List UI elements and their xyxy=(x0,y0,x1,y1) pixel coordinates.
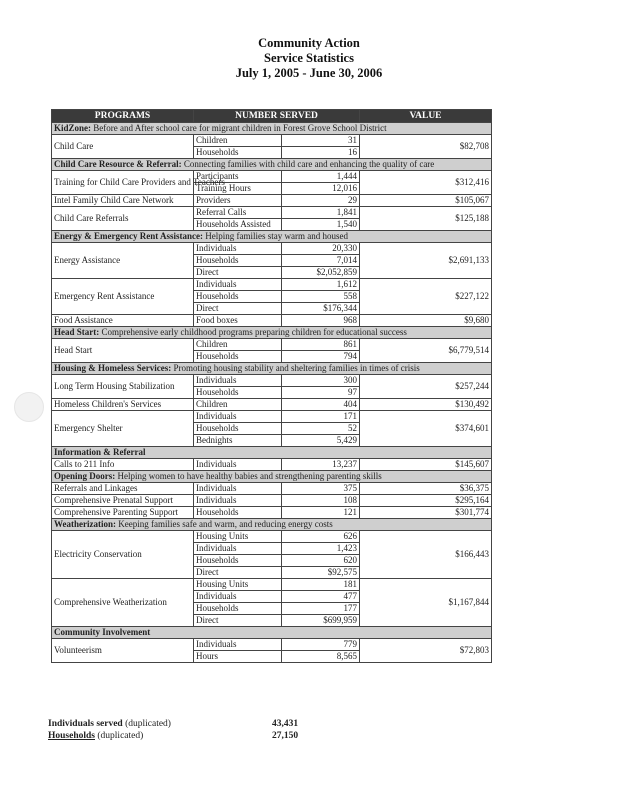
metric-label: Food boxes xyxy=(194,315,282,327)
metric-label: Households xyxy=(194,351,282,363)
households-total-suffix: (duplicated) xyxy=(95,731,144,741)
metric-label: Households Assisted xyxy=(194,219,282,231)
metric-label: Households xyxy=(194,291,282,303)
metric-value: 8,565 xyxy=(282,651,360,663)
program-name: Intel Family Child Care Network xyxy=(52,195,194,207)
households-total-value: 27,150 xyxy=(272,731,299,741)
metric-value: 375 xyxy=(282,483,360,495)
metric-value: 7,014 xyxy=(282,255,360,267)
metric-label: Individuals xyxy=(194,543,282,555)
metric-value: $699,959 xyxy=(282,615,360,627)
households-total-row xyxy=(48,730,368,742)
metric-label: Children xyxy=(194,399,282,411)
metric-label: Households xyxy=(194,603,282,615)
table-row xyxy=(52,495,492,507)
report-period: July 1, 2005 - June 30, 2006 xyxy=(235,66,383,80)
metric-value: 97 xyxy=(282,387,360,399)
program-value: $301,774 xyxy=(360,507,492,519)
report-title: Service Statistics xyxy=(264,51,354,65)
metric-label: Individuals xyxy=(194,591,282,603)
section-community xyxy=(52,627,492,639)
metric-value: 1,444 xyxy=(282,171,360,183)
table-row xyxy=(52,171,492,183)
program-name: Electricity Conservation xyxy=(52,531,194,579)
table-row xyxy=(52,195,492,207)
table-row xyxy=(52,135,492,147)
section-desc: Helping women to have healthy babies and strengthening parenting skills xyxy=(115,471,382,481)
metric-label: Individuals xyxy=(194,243,282,255)
table-row xyxy=(52,483,492,495)
metric-value: 626 xyxy=(282,531,360,543)
individuals-total-label: Individuals served xyxy=(48,719,123,729)
metric-label: Housing Units xyxy=(194,579,282,591)
table-row xyxy=(52,315,492,327)
program-value: $2,691,133 xyxy=(360,243,492,279)
table-row xyxy=(52,639,492,651)
metric-value: $2,052,859 xyxy=(282,267,360,279)
service-statistics-table xyxy=(51,109,492,663)
table-row xyxy=(52,459,492,471)
section-desc: Promoting housing stability and sheltering families in times of crisis xyxy=(171,363,420,373)
section-name: Information & Referral xyxy=(54,447,146,457)
section-name: Energy & Emergency Rent Assistance: xyxy=(54,231,203,241)
section-name: Head Start: xyxy=(54,327,100,337)
metric-label: Direct xyxy=(194,267,282,279)
number-served-header: NUMBER SERVED xyxy=(194,110,360,123)
metric-label: Children xyxy=(194,135,282,147)
metric-value: 16 xyxy=(282,147,360,159)
program-name: Food Assistance xyxy=(52,315,194,327)
program-value: $257,244 xyxy=(360,375,492,399)
section-name: Weatherization: xyxy=(54,519,116,529)
metric-label: Households xyxy=(194,387,282,399)
metric-value: 404 xyxy=(282,399,360,411)
metric-label: Individuals xyxy=(194,483,282,495)
metric-value: $176,344 xyxy=(282,303,360,315)
metric-value: 300 xyxy=(282,375,360,387)
metric-label: Individuals xyxy=(194,495,282,507)
program-value: $145,607 xyxy=(360,459,492,471)
metric-value: 558 xyxy=(282,291,360,303)
metric-label: Housing Units xyxy=(194,531,282,543)
individuals-total-suffix: (duplicated) xyxy=(122,719,171,729)
program-value: $36,375 xyxy=(360,483,492,495)
metric-value: 968 xyxy=(282,315,360,327)
program-name: Calls to 211 Info xyxy=(52,459,194,471)
metric-label: Hours xyxy=(194,651,282,663)
program-name: Emergency Rent Assistance xyxy=(52,279,194,315)
metric-label: Referral Calls xyxy=(194,207,282,219)
metric-value: 108 xyxy=(282,495,360,507)
metric-value: 13,237 xyxy=(282,459,360,471)
table-row xyxy=(52,207,492,219)
metric-label: Training Hours xyxy=(194,183,282,195)
metric-value: 1,423 xyxy=(282,543,360,555)
program-name: Emergency Shelter xyxy=(52,411,194,447)
metric-value: 177 xyxy=(282,603,360,615)
program-value: $125,188 xyxy=(360,207,492,231)
program-name: Comprehensive Weatherization xyxy=(52,579,194,627)
metric-value: 121 xyxy=(282,507,360,519)
program-value: $166,443 xyxy=(360,531,492,579)
table-row xyxy=(52,507,492,519)
metric-label: Households xyxy=(194,555,282,567)
program-value: $105,067 xyxy=(360,195,492,207)
metric-value: 1,540 xyxy=(282,219,360,231)
section-info-referral xyxy=(52,447,492,459)
individuals-total-row xyxy=(48,718,368,730)
section-housing xyxy=(52,363,492,375)
metric-value: 477 xyxy=(282,591,360,603)
program-value: $295,164 xyxy=(360,495,492,507)
metric-value: $92,575 xyxy=(282,567,360,579)
metric-value: 1,841 xyxy=(282,207,360,219)
org-title: Community Action xyxy=(258,36,360,50)
metric-value: 5,429 xyxy=(282,435,360,447)
program-name: Volunteerism xyxy=(52,639,194,663)
programs-header: PROGRAMS xyxy=(52,110,194,123)
metric-label: Individuals xyxy=(194,459,282,471)
program-value: $72,803 xyxy=(360,639,492,663)
section-name: Community Involvement xyxy=(54,627,151,637)
program-name: Comprehensive Prenatal Support xyxy=(52,495,194,507)
metric-label: Households xyxy=(194,507,282,519)
program-name: Long Term Housing Stabilization xyxy=(52,375,194,399)
value-header: VALUE xyxy=(360,110,492,123)
section-energy xyxy=(52,231,492,243)
section-name: Opening Doors: xyxy=(54,471,116,481)
metric-value: 20,330 xyxy=(282,243,360,255)
table-row xyxy=(52,339,492,351)
section-name: KidZone: xyxy=(54,123,92,133)
program-value: $6,779,514 xyxy=(360,339,492,363)
metric-label: Households xyxy=(194,423,282,435)
punch-hole xyxy=(14,392,44,422)
program-value: $82,708 xyxy=(360,135,492,159)
section-desc: Keeping families safe and warm, and reducing energy costs xyxy=(116,519,333,529)
page-heading xyxy=(0,36,618,81)
metric-value: 794 xyxy=(282,351,360,363)
section-desc: Helping families stay warm and housed xyxy=(202,231,348,241)
metric-value: 1,612 xyxy=(282,279,360,291)
program-value: $227,122 xyxy=(360,279,492,315)
metric-value: 861 xyxy=(282,339,360,351)
section-name: Child Care Resource & Referral: xyxy=(54,159,182,169)
metric-label: Bednights xyxy=(194,435,282,447)
households-total-label: Households xyxy=(48,731,95,741)
table-row xyxy=(52,579,492,591)
program-name: Child Care xyxy=(52,135,194,159)
metric-value: 779 xyxy=(282,639,360,651)
metric-value: 181 xyxy=(282,579,360,591)
metric-value: 52 xyxy=(282,423,360,435)
metric-label: Direct xyxy=(194,567,282,579)
metric-label: Direct xyxy=(194,615,282,627)
section-desc: Comprehensive early childhood programs preparing children for educational success xyxy=(99,327,407,337)
metric-label: Individuals xyxy=(194,411,282,423)
program-name: Child Care Referrals xyxy=(52,207,194,231)
section-kidzone xyxy=(52,123,492,135)
program-value: $9,680 xyxy=(360,315,492,327)
metric-label: Households xyxy=(194,255,282,267)
metric-label: Households xyxy=(194,147,282,159)
section-desc: Connecting families with child care and enhancing the quality of care xyxy=(181,159,435,169)
program-name: Comprehensive Parenting Support xyxy=(52,507,194,519)
table-row xyxy=(52,411,492,423)
metric-label: Participants xyxy=(194,171,282,183)
metric-label: Individuals xyxy=(194,639,282,651)
metric-label: Direct xyxy=(194,303,282,315)
program-name: Homeless Children's Services xyxy=(52,399,194,411)
section-ccrr xyxy=(52,159,492,171)
program-name: Referrals and Linkages xyxy=(52,483,194,495)
totals-block xyxy=(48,718,368,742)
metric-label: Children xyxy=(194,339,282,351)
table-row xyxy=(52,243,492,255)
metric-value: 171 xyxy=(282,411,360,423)
metric-label: Individuals xyxy=(194,375,282,387)
section-opening-doors xyxy=(52,471,492,483)
program-value: $374,601 xyxy=(360,411,492,447)
table-row xyxy=(52,375,492,387)
section-headstart xyxy=(52,327,492,339)
table-header-row xyxy=(52,110,492,123)
table-row xyxy=(52,279,492,291)
program-name: Head Start xyxy=(52,339,194,363)
program-value: $312,416 xyxy=(360,171,492,195)
program-name: Training for Child Care Providers and Teachers xyxy=(52,171,194,195)
metric-value: 12,016 xyxy=(282,183,360,195)
program-name: Energy Assistance xyxy=(52,243,194,279)
metric-label: Individuals xyxy=(194,279,282,291)
metric-value: 31 xyxy=(282,135,360,147)
individuals-total-value: 43,431 xyxy=(272,719,299,729)
section-name: Housing & Homeless Services: xyxy=(54,363,172,373)
metric-value: 620 xyxy=(282,555,360,567)
table-row xyxy=(52,531,492,543)
table-row xyxy=(52,399,492,411)
program-value: $1,167,844 xyxy=(360,579,492,627)
metric-label: Providers xyxy=(194,195,282,207)
program-value: $130,492 xyxy=(360,399,492,411)
metric-value: 29 xyxy=(282,195,360,207)
section-desc: Before and After school care for migrant children in Forest Grove School District xyxy=(91,123,387,133)
section-weatherization xyxy=(52,519,492,531)
